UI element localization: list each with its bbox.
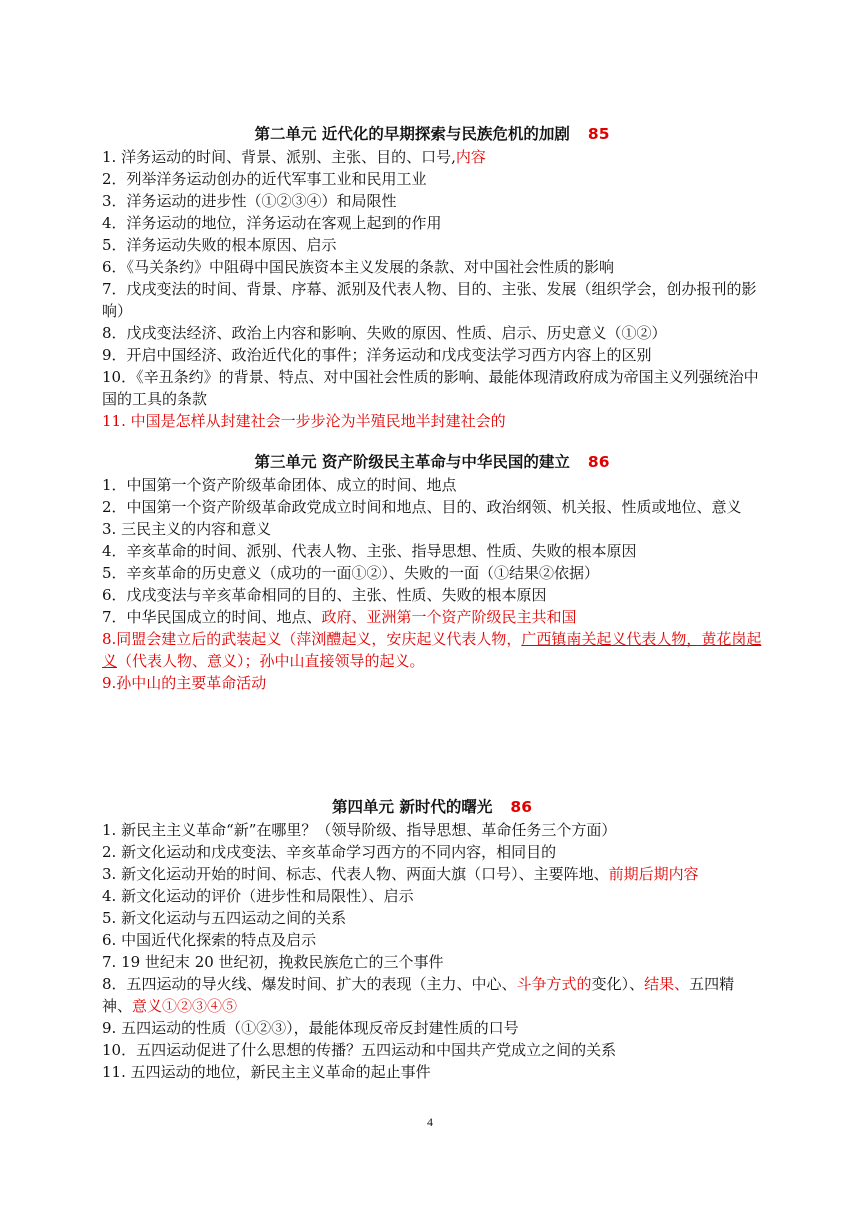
list-item [102, 234, 762, 256]
item-text: 8．五四运动的导火线、爆发时间、扩大的表现（主力、中心、 [102, 975, 517, 993]
unit3-heading [102, 450, 762, 474]
page-number: 4 [427, 1115, 433, 1129]
unit4-page-ref: 86 [510, 798, 532, 816]
list-item [102, 841, 762, 863]
unit3-section [102, 450, 762, 694]
list-item [102, 973, 762, 1017]
list-item [102, 496, 762, 518]
item-text: 1．中国第一个资产阶级革命团体、成立的时间、地点 [102, 476, 457, 494]
unit2-list [102, 146, 762, 432]
item-text: 11. 五四运动的地位，新民主主义革命的起止事件 [102, 1063, 431, 1081]
item-text: 9. 五四运动的性质（①②③），最能体现反帝反封建性质的口号 [102, 1019, 519, 1037]
list-item [102, 562, 762, 584]
item-text: 10．五四运动促进了什么思想的传播？五四运动和中国共产党成立之间的关系 [102, 1041, 617, 1059]
item-text: 2．列举洋务运动创办的近代军事工业和民用工业 [102, 170, 427, 188]
list-item [102, 584, 762, 606]
item-text: 内容 [455, 148, 486, 166]
list-item [102, 1017, 762, 1039]
list-item [102, 929, 762, 951]
unit2-section [102, 122, 762, 432]
item-text: 8.同盟会建立后的武装起义（萍浏醴起义，安庆起义代表人物， [102, 630, 522, 648]
list-item [102, 907, 762, 929]
item-text: 前期后期内容 [608, 865, 699, 883]
item-text: 4．洋务运动的地位，洋务运动在客观上起到的作用 [102, 214, 442, 232]
item-text: 6．《马关条约》中阻碍中国民族资本主义发展的条款、对中国社会性质的影响 [102, 258, 615, 276]
list-item [102, 190, 762, 212]
item-text: 5. 新文化运动与五四运动之间的关系 [102, 909, 347, 927]
item-text: 11. 中国是怎样从封建社会一步步沦为半殖民地半封建社会的 [102, 412, 506, 430]
item-text: 政府、亚洲第一个资产阶级民主共和国 [321, 608, 577, 626]
item-text: 6. 中国近代化探索的特点及启示 [102, 931, 317, 949]
list-item [102, 410, 762, 432]
item-text: 意义①②③④⑤ [132, 997, 238, 1015]
item-text: 斗争方式的 [516, 975, 592, 993]
unit2-heading [102, 122, 762, 146]
list-item [102, 474, 762, 496]
list-item [102, 256, 762, 278]
item-text: 2. 新文化运动和戊戌变法、辛亥革命学习西方的不同内容，相同目的 [102, 843, 557, 861]
list-item [102, 322, 762, 344]
item-text: 变化）、 [591, 975, 645, 993]
unit4-heading [102, 795, 762, 819]
list-item [102, 212, 762, 234]
list-item [102, 819, 762, 841]
list-item [102, 344, 762, 366]
list-item [102, 1061, 762, 1083]
list-item [102, 540, 762, 562]
item-text: 6．戊戌变法与辛亥革命相同的目的、主张、性质、失败的根本原因 [102, 586, 547, 604]
list-item [102, 278, 762, 322]
item-text: （代表人物、意义）；孙中山直接领导的起义。 [117, 652, 425, 670]
unit4-list [102, 819, 762, 1083]
item-text: 7．戊戌变法的时间、背景、序幕、派别及代表人物、目的、主张、发展（组织学会，创办报刊的影响） [102, 280, 757, 320]
item-text: 4. 新文化运动的评价（进步性和局限性）、启示 [102, 887, 414, 905]
item-text: 4．辛亥革命的时间、派别、代表人物、主张、指导思想、性质、失败的根本原因 [102, 542, 637, 560]
unit2-title: 第二单元 近代化的早期探索与民族危机的加剧 [254, 125, 570, 143]
list-item [102, 885, 762, 907]
unit2-page-ref: 85 [587, 125, 610, 143]
list-item [102, 168, 762, 190]
item-text: 5．洋务运动失败的根本原因、启示 [102, 236, 337, 254]
item-text: 3．洋务运动的进步性（①②③④）和局限性 [102, 192, 397, 210]
list-item [102, 951, 762, 973]
item-text: 洋务运动的时间、背景、派别、主张、目的、口号, [121, 148, 456, 166]
list-item [102, 628, 762, 672]
item-text: 7．中华民国成立的时间、地点、 [102, 608, 322, 626]
item-text: 2．中国第一个资产阶级革命政党成立时间和地点、目的、政治纲领、机关报、性质或地位、意义 [102, 498, 742, 516]
item-text: 8．戊戌变法经济、政治上内容和影响、失败的原因、性质、启示、历史意义（①②） [102, 324, 667, 342]
list-item [102, 606, 762, 628]
item-text: 5．辛亥革命的历史意义（成功的一面①②）、失败的一面（①结果②依据） [102, 564, 600, 582]
item-text: 广西镇南关起义代表人物，黄花岗起义 [102, 630, 762, 670]
list-item [102, 863, 762, 885]
item-text: 9．开启中国经济、政治近代化的事件；洋务运动和戊戌变法学习西方内容上的区别 [102, 346, 652, 364]
unit3-list [102, 474, 762, 694]
unit4-title: 第四单元 新时代的曙光 [332, 798, 493, 816]
list-item [102, 366, 762, 410]
list-item [102, 146, 762, 168]
item-text: 10．《辛丑条约》的背景、特点、对中国社会性质的影响、最能体现清政府成为帝国主义列强统治中国的工具的条款 [102, 368, 759, 408]
item-text: 3. 新文化运动开始的时间、标志、代表人物、两面大旗（口号）、主要阵地、 [102, 865, 609, 883]
item-text: 9.孙中山的主要革命活动 [102, 674, 267, 692]
item-text: 3. 三民主义的内容和意义 [102, 520, 272, 538]
item-text: 结果、 [644, 975, 690, 993]
item-text: 1. 新民主主义革命“新”在哪里？（领导阶级、指导思想、革命任务三个方面） [102, 821, 617, 839]
item-text: 五四精神、 [102, 975, 735, 1015]
item-text: 1. [102, 148, 122, 166]
unit3-title: 第三单元 资产阶级民主革命与中华民国的建立 [254, 453, 570, 471]
list-item [102, 518, 762, 540]
unit3-page-ref: 86 [587, 453, 610, 471]
unit4-section [102, 795, 762, 1083]
list-item [102, 1039, 762, 1061]
item-text: 7. 19 世纪末 20 世纪初，挽救民族危亡的三个事件 [102, 953, 444, 971]
list-item [102, 672, 762, 694]
